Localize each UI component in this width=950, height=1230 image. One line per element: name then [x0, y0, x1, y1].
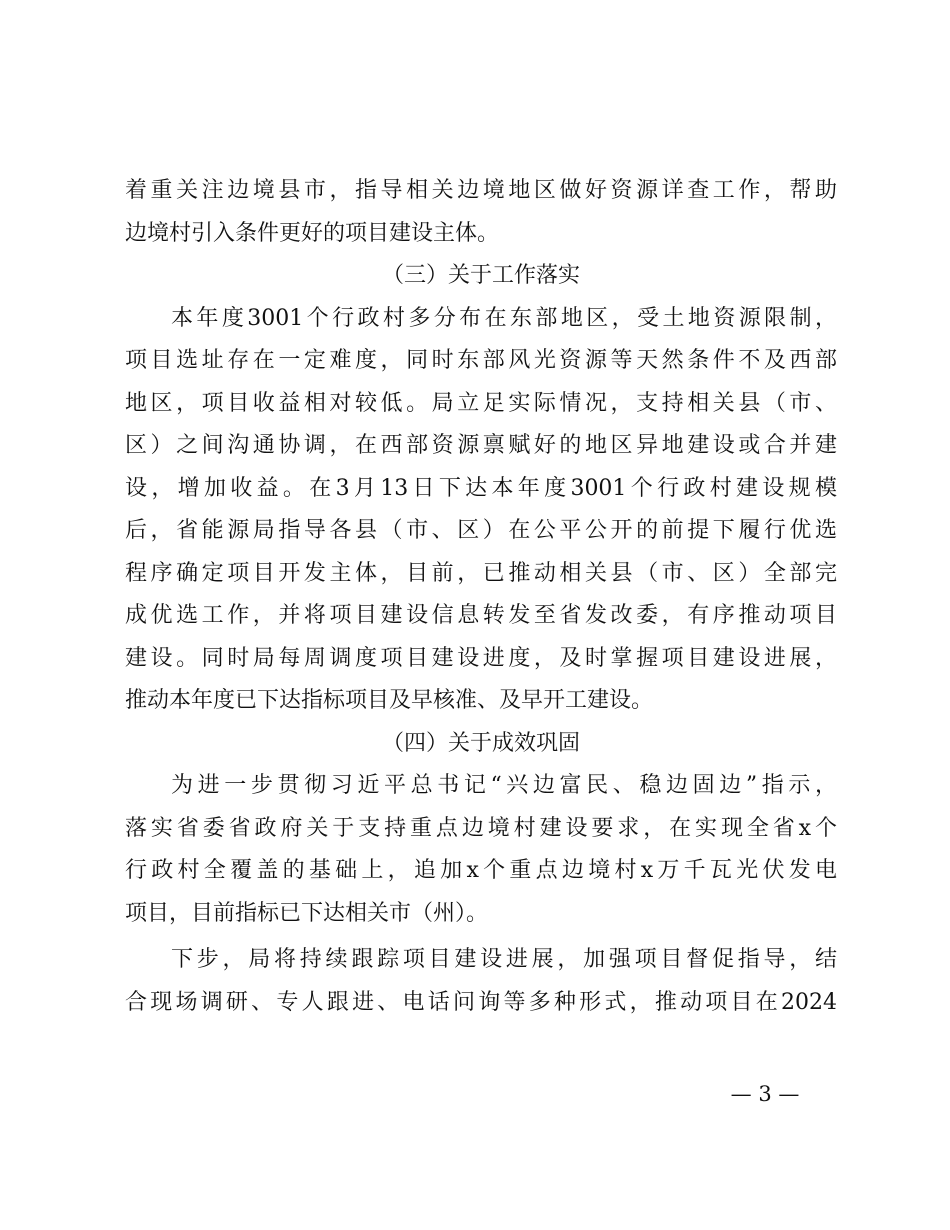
text-line: 为进一步贯彻习近平总书记“兴边富民、稳边固边”指示， — [171, 773, 837, 798]
paragraph — [125, 170, 837, 255]
text-line: 项目选址存在一定难度，同时东部风光资源等天然条件不及西部 — [125, 348, 837, 373]
text-line: 着重关注边境县市，指导相关边境地区做好资源详查工作，帮助 — [125, 178, 837, 203]
paragraph — [125, 298, 837, 723]
text-line: 区）之间沟通协调，在西部资源禀赋好的地区异地建设或合并建 — [125, 433, 837, 458]
text-line: 合现场调研、专人跟进、电话问询等多种形式，推动项目在2024 — [125, 989, 837, 1015]
page-number: — 3 — — [730, 1082, 800, 1106]
paragraph — [125, 939, 837, 1024]
section-heading-work-implementation: （三）关于工作落实 — [381, 263, 580, 288]
text-line: 设，增加收益。在3月13日下达本年度3001个行政村建设规模 — [125, 475, 837, 501]
text-line: 后，省能源局指导各县（市、区）在公平公开的前提下履行优选 — [125, 518, 837, 543]
text-line: 行政村全覆盖的基础上，追加x个重点边境村x万千瓦光伏发电 — [125, 858, 837, 883]
text-line: 边境村引入条件更好的项目建设主体。 — [125, 220, 500, 246]
text-line: 本年度3001个行政村多分布在东部地区，受土地资源限制， — [171, 305, 837, 331]
text-line: 建设。同时局每周调度项目建设进度，及时掌握项目建设进展， — [125, 645, 837, 671]
section-heading-results-consolidation: （四）关于成效巩固 — [381, 730, 580, 756]
text-line: 地区，项目收益相对较低。局立足实际情况，支持相关县（市、 — [125, 390, 837, 416]
text-line: 下步，局将持续跟踪项目建设进展，加强项目督促指导，结 — [171, 947, 837, 972]
text-line: 成优选工作，并将项目建设信息转发至省发改委，有序推动项目 — [125, 603, 837, 628]
text-line: 程序确定项目开发主体，目前，已推动相关县（市、区）全部完 — [125, 560, 837, 586]
text-line: 推动本年度已下达指标项目及早核准、及早开工建设。 — [125, 688, 654, 713]
text-line: 项目，目前指标已下达相关市（州）。 — [125, 900, 489, 926]
document-body — [125, 170, 837, 1024]
text-line: 落实省委省政府关于支持重点边境村建设要求，在实现全省x个 — [125, 815, 837, 841]
paragraph — [125, 765, 837, 935]
